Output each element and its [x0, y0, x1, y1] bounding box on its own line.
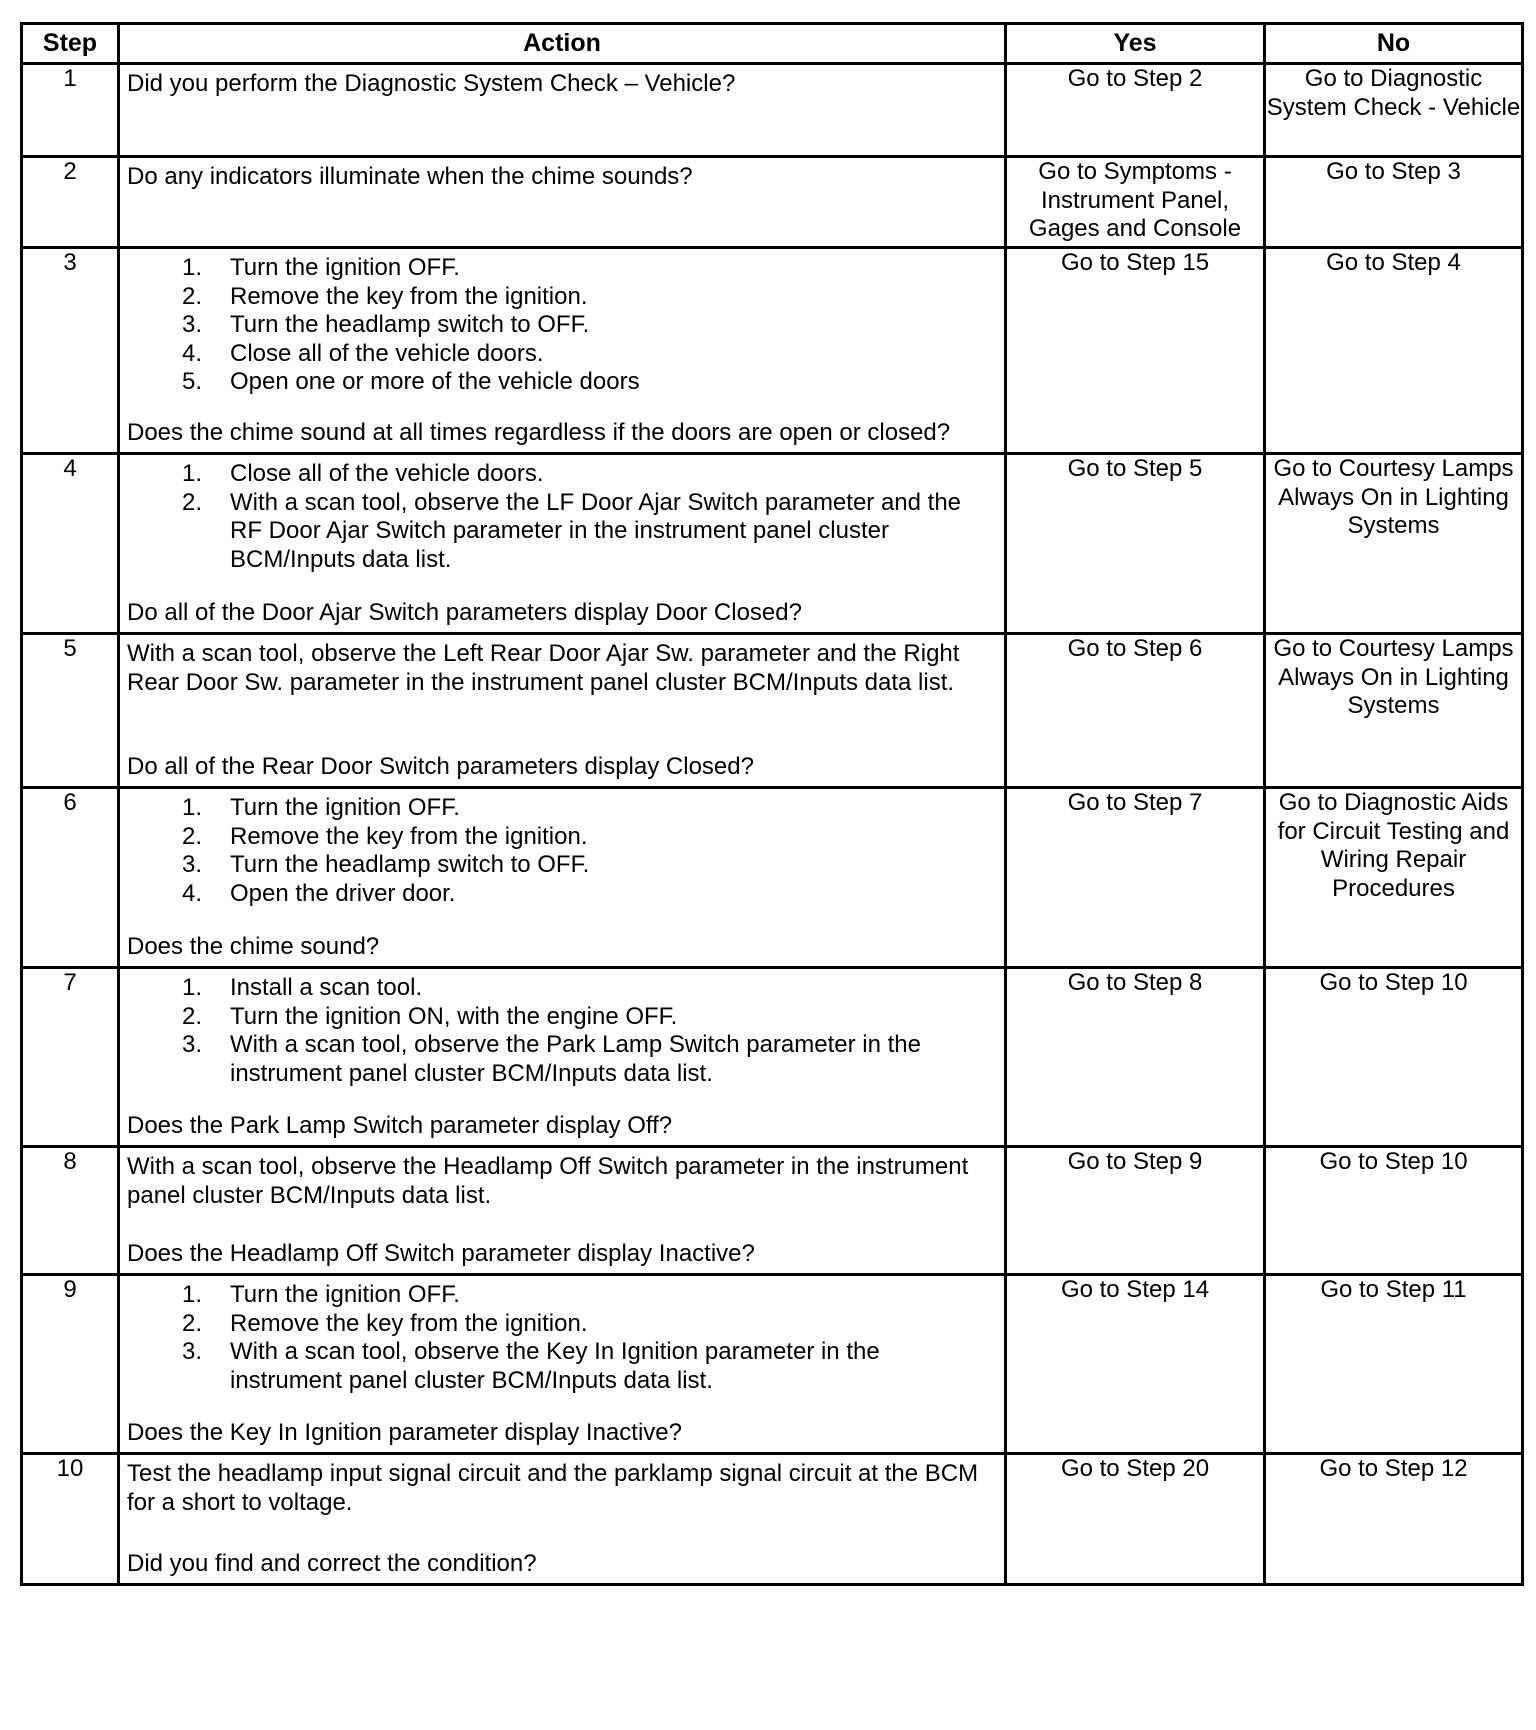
action-steps-list [127, 974, 996, 1088]
table-row [22, 788, 1523, 968]
list-item-text: Remove the key from the ignition. [230, 822, 588, 850]
action-cell [119, 1275, 1006, 1454]
list-item-number: 2. [182, 1002, 203, 1030]
diagnostic-table [20, 22, 1524, 1586]
list-item [182, 1281, 996, 1310]
list-item-number: 3. [182, 311, 203, 338]
action-question: Does the chime sound at all times regardless if the doors are open or closed? [127, 418, 951, 446]
list-item-text: Open one or more of the vehicle doors [230, 368, 640, 395]
action-top [127, 254, 996, 397]
action-top [127, 1460, 996, 1517]
action-content [120, 455, 1004, 632]
no-result: Go to Step 4 [1265, 248, 1523, 454]
list-item-text: Remove the key from the ignition. [230, 282, 588, 310]
action-cell [119, 1147, 1006, 1275]
step-number: 4 [22, 454, 119, 634]
step-number: 7 [22, 968, 119, 1147]
action-question: Do all of the Door Ajar Switch parameters display Door Closed? [127, 598, 802, 626]
list-item-number: 2. [182, 282, 203, 310]
table-row [22, 64, 1523, 157]
action-top [127, 163, 996, 192]
list-item-text: Install a scan tool. [230, 974, 423, 1001]
table-row [22, 634, 1523, 788]
action-cell [119, 64, 1006, 157]
step-number: 6 [22, 788, 119, 968]
list-item-text: Close all of the vehicle doors. [230, 460, 544, 487]
action-content [120, 158, 1004, 246]
action-cell [119, 634, 1006, 788]
action-steps-list [127, 1281, 996, 1395]
list-item-number: 4. [182, 339, 203, 367]
action-top [127, 640, 996, 697]
yes-result: Go to Step 7 [1006, 788, 1265, 968]
action-question: Does the Headlamp Off Switch parameter display Inactive? [127, 1239, 755, 1267]
list-item-number: 3. [182, 1031, 203, 1058]
list-item [182, 340, 996, 369]
yes-result: Go to Step 15 [1006, 248, 1265, 454]
no-result: Go to Courtesy Lamps Always On in Lighting Systems [1265, 634, 1523, 788]
list-item [182, 823, 996, 852]
step-number: 2 [22, 157, 119, 248]
list-item-number: 2. [182, 1309, 203, 1337]
action-question: Does the Park Lamp Switch parameter display Off? [127, 1111, 673, 1139]
step-number: 3 [22, 248, 119, 454]
list-item [182, 368, 996, 397]
action-cell [119, 1454, 1006, 1585]
list-item-text: Remove the key from the ignition. [230, 1309, 588, 1337]
yes-result: Go to Step 6 [1006, 634, 1265, 788]
list-item-number: 3. [182, 851, 203, 878]
list-item [182, 254, 996, 283]
action-content [120, 969, 1004, 1145]
list-item [182, 1031, 996, 1088]
action-cell [119, 248, 1006, 454]
action-top [127, 1153, 996, 1210]
yes-result: Go to Step 14 [1006, 1275, 1265, 1454]
list-item-number: 5. [182, 368, 203, 395]
list-item-text: Turn the headlamp switch to OFF. [230, 311, 590, 338]
table-row [22, 1275, 1523, 1454]
header-step: Step [22, 24, 119, 64]
no-result: Go to Diagnostic Aids for Circuit Testing and Wiring Repair Procedures [1265, 788, 1523, 968]
action-content [120, 1276, 1004, 1452]
action-cell [119, 454, 1006, 634]
list-item-text: Open the driver door. [230, 879, 456, 907]
action-question: Did you find and correct the condition? [127, 1549, 537, 1577]
list-item [182, 1003, 996, 1032]
action-steps-list [127, 460, 996, 574]
header-no: No [1265, 24, 1523, 64]
yes-result: Go to Step 20 [1006, 1454, 1265, 1585]
no-result: Go to Step 10 [1265, 968, 1523, 1147]
no-result: Go to Courtesy Lamps Always On in Lighting Systems [1265, 454, 1523, 634]
action-top [127, 70, 996, 99]
list-item-text: Close all of the vehicle doors. [230, 339, 544, 367]
yes-result: Go to Step 8 [1006, 968, 1265, 1147]
step-number: 10 [22, 1454, 119, 1585]
list-item-number: 2. [182, 488, 203, 516]
step-number: 5 [22, 634, 119, 788]
action-content [120, 635, 1004, 786]
header-action: Action [119, 24, 1006, 64]
action-top [127, 974, 996, 1088]
list-item-text: Turn the ignition OFF. [230, 254, 460, 281]
table-row [22, 1454, 1523, 1585]
table-row [22, 157, 1523, 248]
step-number: 8 [22, 1147, 119, 1275]
action-intro: With a scan tool, observe the Left Rear Door Ajar Sw. parameter and the Right Rear Door Sw. parameter in the instrument panel cluster BCM/Inputs data list. [127, 640, 960, 696]
list-item-number: 1. [182, 794, 203, 821]
yes-result: Go to Step 5 [1006, 454, 1265, 634]
list-item [182, 283, 996, 312]
action-content [120, 789, 1004, 966]
action-intro: Test the headlamp input signal circuit and the parklamp signal circuit at the BCM for a short to voltage. [127, 1460, 979, 1516]
list-item [182, 460, 996, 489]
list-item-number: 1. [182, 1281, 203, 1308]
action-question: Does the chime sound? [127, 932, 380, 960]
no-result: Go to Step 3 [1265, 157, 1523, 248]
list-item [182, 880, 996, 909]
action-cell [119, 968, 1006, 1147]
action-content [120, 249, 1004, 452]
list-item-text: Turn the ignition OFF. [230, 794, 460, 821]
list-item-text: With a scan tool, observe the Key In Ignition parameter in the instrument panel cluster BCM/Inputs data list. [230, 1338, 880, 1394]
action-question: Does the Key In Ignition parameter display Inactive? [127, 1418, 682, 1446]
list-item [182, 974, 996, 1003]
list-item-number: 3. [182, 1338, 203, 1365]
action-steps-list [127, 794, 996, 908]
header-row [22, 24, 1523, 64]
list-item-text: With a scan tool, observe the Park Lamp Switch parameter in the instrument panel cluster BCM/Inputs data list. [230, 1031, 921, 1087]
step-number: 1 [22, 64, 119, 157]
list-item-text: Turn the headlamp switch to OFF. [230, 851, 590, 878]
yes-result: Go to Step 9 [1006, 1147, 1265, 1275]
table-row [22, 248, 1523, 454]
action-top [127, 794, 996, 908]
yes-result: Go to Symptoms - Instrument Panel, Gages and Console [1006, 157, 1265, 248]
table-row [22, 968, 1523, 1147]
table-row [22, 454, 1523, 634]
step-number: 9 [22, 1275, 119, 1454]
action-question: Do all of the Rear Door Switch parameters display Closed? [127, 752, 754, 780]
list-item-text: Turn the ignition OFF. [230, 1281, 460, 1308]
list-item-number: 4. [182, 879, 203, 907]
list-item-text: Turn the ignition ON, with the engine OFF. [230, 1002, 678, 1030]
action-intro: With a scan tool, observe the Headlamp Off Switch parameter in the instrument panel cluster BCM/Inputs data list. [127, 1153, 969, 1209]
list-item-number: 2. [182, 822, 203, 850]
no-result: Go to Step 12 [1265, 1454, 1523, 1585]
list-item [182, 1338, 996, 1395]
list-item-number: 1. [182, 974, 203, 1001]
yes-result: Go to Step 2 [1006, 64, 1265, 157]
action-top [127, 1281, 996, 1395]
no-result: Go to Step 10 [1265, 1147, 1523, 1275]
action-intro: Did you perform the Diagnostic System Check – Vehicle? [127, 70, 736, 97]
header-yes: Yes [1006, 24, 1265, 64]
list-item-number: 1. [182, 460, 203, 487]
action-content [120, 1455, 1004, 1583]
list-item-text: With a scan tool, observe the LF Door Ajar Switch parameter and the RF Door Ajar Switch parameter in the instrument panel cluster BCM/Inputs data list. [230, 488, 962, 573]
list-item [182, 794, 996, 823]
action-cell [119, 157, 1006, 248]
list-item [182, 851, 996, 880]
no-result: Go to Step 11 [1265, 1275, 1523, 1454]
list-item [182, 1310, 996, 1339]
action-intro: Do any indicators illuminate when the chime sounds? [127, 163, 693, 190]
action-top [127, 460, 996, 574]
action-steps-list [127, 254, 996, 397]
action-cell [119, 788, 1006, 968]
table-row [22, 1147, 1523, 1275]
list-item-number: 1. [182, 254, 203, 281]
list-item [182, 311, 996, 340]
list-item [182, 489, 996, 575]
no-result: Go to Diagnostic System Check - Vehicle [1265, 64, 1523, 157]
action-content [120, 1148, 1004, 1273]
action-content [120, 65, 1004, 155]
